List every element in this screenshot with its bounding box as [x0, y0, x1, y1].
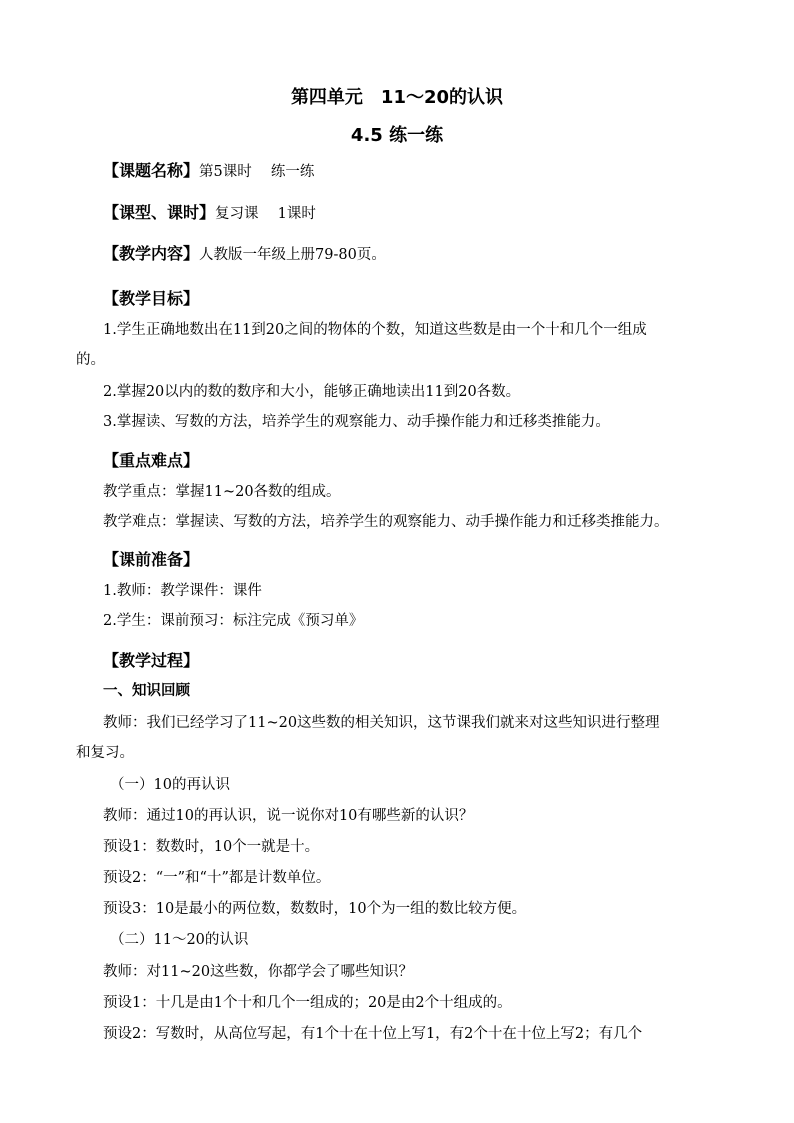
process-line: 预设2：“一”和“十”都是计数单位。	[103, 870, 331, 886]
keypoint-line: 教学重点：掌握11~20各数的组成。	[103, 484, 341, 500]
process-line: 教师：对11~20这些数，你都学会了哪些知识？	[103, 964, 414, 980]
process-line: 教师：我们已经学习了11~20这些数的相关知识，这节课我们就来对这些知识进行整理	[103, 715, 660, 731]
meta-label: 【课题名称】	[103, 161, 200, 180]
process-line: 预设2：写数时，从高位写起，有1个十在十位上写1，有2个十在十位上写2；有几个	[103, 1026, 643, 1042]
process-line: 预设3：10是最小的两位数，数数时，10个为一组的数比较方便。	[103, 901, 527, 917]
meta-label: 【课型、课时】	[103, 203, 216, 222]
process-line: 预设1：数数时，10个一就是十。	[103, 839, 320, 855]
goal-line: 3.掌握读、写数的方法，培养学生的观察能力、动手操作能力和迁移类推能力。	[103, 414, 610, 430]
meta-value: 人教版一年级上册79-80页。	[199, 247, 386, 263]
prep-line: 2.学生：课前预习：标注完成《预习单》	[103, 613, 364, 629]
meta-lesson-name	[103, 161, 314, 182]
process-line: （二）11～20的认识	[110, 932, 249, 948]
prep-heading: 【课前准备】	[103, 550, 200, 569]
unit-title: 第四单元 11～20的认识	[290, 87, 504, 108]
prep-line: 1.教师：教学课件：课件	[103, 583, 262, 599]
keypoints-heading: 【重点难点】	[103, 451, 200, 470]
lesson-title: 4.5 练一练	[350, 125, 444, 146]
meta-content	[103, 244, 386, 265]
goal-line: 的。	[76, 352, 105, 368]
meta-label: 【教学内容】	[103, 244, 200, 263]
process-line: 和复习。	[76, 745, 134, 761]
goals-heading: 【教学目标】	[103, 289, 200, 308]
goal-line: 1.学生正确地数出在11到20之间的物体的个数，知道这些数是由一个十和几个一组成	[103, 322, 647, 338]
keypoint-line: 教学难点：掌握读、写数的方法，培养学生的观察能力、动手操作能力和迁移类推能力。	[103, 514, 669, 530]
meta-lesson-type	[103, 203, 316, 224]
goal-line: 2.掌握20以内的数的数序和大小，能够正确地读出11到20各数。	[103, 384, 521, 400]
meta-value: 第5课时 练一练	[199, 164, 315, 180]
process-line: 教师：通过10的再认识，说一说你对10有哪些新的认识？	[103, 808, 474, 824]
process-line: （一）10的再认识	[110, 777, 230, 793]
process-heading: 【教学过程】	[103, 651, 200, 670]
section-heading: 一、知识回顾	[103, 683, 190, 699]
process-line: 预设1：十几是由1个十和几个一组成的；20是由2个十组成的。	[103, 995, 512, 1011]
meta-value: 复习课 1课时	[215, 206, 316, 222]
